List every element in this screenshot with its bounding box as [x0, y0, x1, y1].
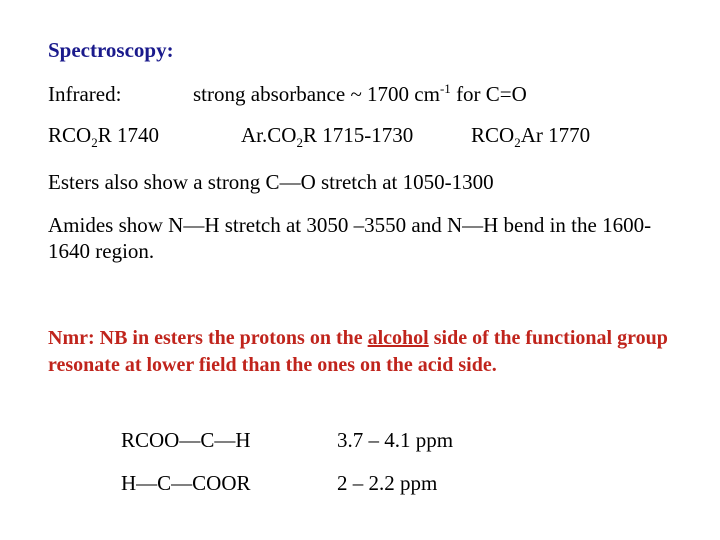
- infrared-description: [193, 82, 527, 106]
- infrared-text-end: for C=O: [450, 82, 527, 106]
- ester-3-formula: RCO: [471, 123, 515, 147]
- nmr-text-start: Nmr: NB in esters the protons on the: [48, 327, 368, 349]
- shift-range-1: 3.7 – 4.1 ppm: [337, 428, 454, 452]
- ester-2-value: R 1715-1730: [302, 123, 414, 147]
- shift-group-2: H—C—COOR: [121, 471, 251, 495]
- ester-value-3: [471, 123, 591, 150]
- infrared-text: strong absorbance ~ 1700 cm: [193, 82, 440, 106]
- nmr-text-end: side of the functional group resonate at lower field than the ones on the acid side.: [48, 327, 668, 376]
- nmr-note: [48, 325, 678, 379]
- ester-3-subscript: 2: [514, 135, 521, 150]
- infrared-superscript: -1: [439, 81, 451, 96]
- ester-value-2: [241, 123, 414, 150]
- ester-1-subscript: 2: [91, 135, 98, 150]
- ester-2-subscript: 2: [296, 135, 303, 150]
- ester-2-formula: Ar.CO: [241, 123, 297, 147]
- amides-text: Amides show N—H stretch at 3050 –3550 and N—H bend in the 1600-1640 region.: [48, 213, 652, 263]
- page-title: Spectroscopy:: [48, 38, 174, 62]
- infrared-label: Infrared:: [48, 82, 122, 106]
- nmr-underlined-word: alcohol: [367, 327, 429, 349]
- ester-1-value: R 1740: [97, 123, 159, 147]
- ester-3-value: Ar 1770: [520, 123, 591, 147]
- shift-range-2: 2 – 2.2 ppm: [337, 471, 438, 495]
- esters-co-stretch: Esters also show a strong C—O stretch at 1050-1300: [48, 170, 494, 194]
- shift-group-1: RCOO—C—H: [121, 428, 251, 452]
- ester-1-formula: RCO: [48, 123, 92, 147]
- ester-value-1: [48, 123, 159, 150]
